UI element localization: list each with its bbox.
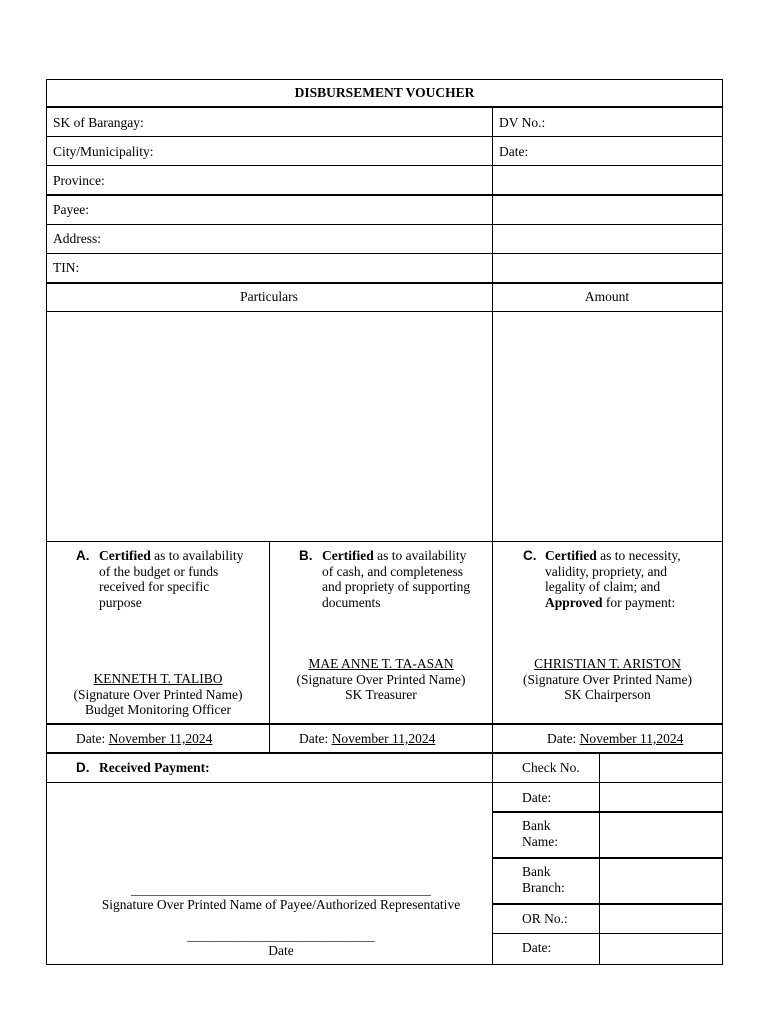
column-divider <box>599 752 600 964</box>
signatory-block <box>270 656 492 703</box>
cert-date-label: Date: <box>76 731 106 746</box>
divider <box>46 782 492 783</box>
signatory-name: KENNETH T. TALIBO <box>93 671 223 686</box>
cert-bold: Certified <box>322 548 374 563</box>
column-divider <box>269 541 270 752</box>
divider <box>492 811 723 813</box>
bank-branch-label <box>522 864 565 895</box>
border-bottom <box>46 964 723 965</box>
bank-branch-line-2: Branch: <box>522 879 565 895</box>
cert-line-3: legality of claim; and <box>545 579 661 594</box>
cert-line-4: documents <box>322 594 381 610</box>
cert-date <box>299 731 435 747</box>
or-date-label: Date: <box>522 940 552 955</box>
cert-date-label: Date: <box>547 731 577 746</box>
cert-bold: Certified <box>545 548 597 563</box>
divider <box>46 106 723 108</box>
divider <box>492 903 723 905</box>
divider <box>46 311 723 312</box>
received-letter: D. <box>76 760 90 775</box>
border-top <box>46 79 723 80</box>
or-no-label: OR No.: <box>522 911 568 926</box>
divider <box>46 194 723 196</box>
cert-bold: Certified <box>99 548 151 563</box>
divider <box>46 541 723 542</box>
tin-label: TIN: <box>53 260 80 275</box>
payee-label: Payee: <box>53 202 89 217</box>
divider <box>46 752 723 754</box>
dv-no-label: DV No.: <box>499 115 546 130</box>
column-divider <box>492 107 493 964</box>
cert-line-1: as to availability <box>373 548 467 563</box>
received-payment-label: Received Payment: <box>99 760 210 775</box>
border-left <box>46 79 47 965</box>
received-date-line: ______________________________ <box>187 929 375 943</box>
bank-name-line-1: Bank <box>522 818 551 833</box>
cert-letter: C. <box>523 548 537 563</box>
cert-line-3: received for specific <box>99 579 210 594</box>
cert-date-label: Date: <box>299 731 329 746</box>
bank-name-label <box>522 818 558 849</box>
cert-text <box>545 548 681 610</box>
divider <box>492 782 723 783</box>
cert-line-2: of cash, and completeness <box>322 563 463 579</box>
cert-date-value: November 11,2024 <box>579 731 684 746</box>
divider <box>46 253 723 254</box>
cert-letter: B. <box>299 548 313 563</box>
signatory-position: SK Treasurer <box>345 687 417 702</box>
city-municipality-label: City/Municipality: <box>53 144 154 159</box>
cert-line-2: validity, propriety, and <box>545 563 667 579</box>
payee-signature-label: Signature Over Printed Name of Payee/Authorized Representative <box>101 897 461 912</box>
divider <box>46 136 723 137</box>
divider <box>46 165 723 166</box>
cert-bold-approved: Approved <box>545 594 603 610</box>
cert-line-1: as to necessity, <box>596 548 681 563</box>
cert-date <box>547 731 683 747</box>
cert-line-3: and propriety of supporting <box>322 579 471 594</box>
divider <box>492 857 723 859</box>
received-date-label: Date <box>268 943 294 958</box>
address-label: Address: <box>53 231 101 246</box>
cert-line-2: of the budget or funds <box>99 563 219 579</box>
signatory-name: MAE ANNE T. TA-ASAN <box>308 656 454 671</box>
signatory-position: SK Chairperson <box>564 687 651 702</box>
signatory-block <box>47 671 269 718</box>
bank-name-line-2: Name: <box>522 833 558 849</box>
signatory-position: Budget Monitoring Officer <box>85 702 231 717</box>
payment-date-label: Date: <box>522 790 552 805</box>
bank-branch-line-1: Bank <box>522 864 551 879</box>
date-label: Date: <box>499 144 529 159</box>
cert-line-4: for payment: <box>602 594 676 610</box>
payee-signature-line: ________________________________________________ <box>131 883 431 897</box>
cert-date <box>76 731 212 747</box>
signature-label: (Signature Over Printed Name) <box>73 686 243 702</box>
particulars-header: Particulars <box>240 289 298 304</box>
signatory-block <box>493 656 722 703</box>
cert-date-value: November 11,2024 <box>331 731 436 746</box>
cert-line-1: as to availability <box>150 548 244 563</box>
cert-date-value: November 11,2024 <box>108 731 213 746</box>
divider <box>46 723 723 725</box>
amount-header: Amount <box>584 289 630 304</box>
cert-text <box>99 548 243 610</box>
signature-label: (Signature Over Printed Name) <box>296 671 466 687</box>
border-right <box>722 79 723 965</box>
divider <box>492 933 723 934</box>
signatory-name: CHRISTIAN T. ARISTON <box>534 656 681 671</box>
cert-letter: A. <box>76 548 90 563</box>
form-title: DISBURSEMENT VOUCHER <box>294 85 475 100</box>
cert-text <box>322 548 470 610</box>
sk-of-barangay-label: SK of Barangay: <box>53 115 144 130</box>
check-no-label: Check No. <box>522 760 580 775</box>
signature-label: (Signature Over Printed Name) <box>522 671 693 687</box>
cert-line-4: purpose <box>99 594 142 610</box>
divider <box>46 282 723 284</box>
divider <box>46 224 723 225</box>
province-label: Province: <box>53 173 105 188</box>
